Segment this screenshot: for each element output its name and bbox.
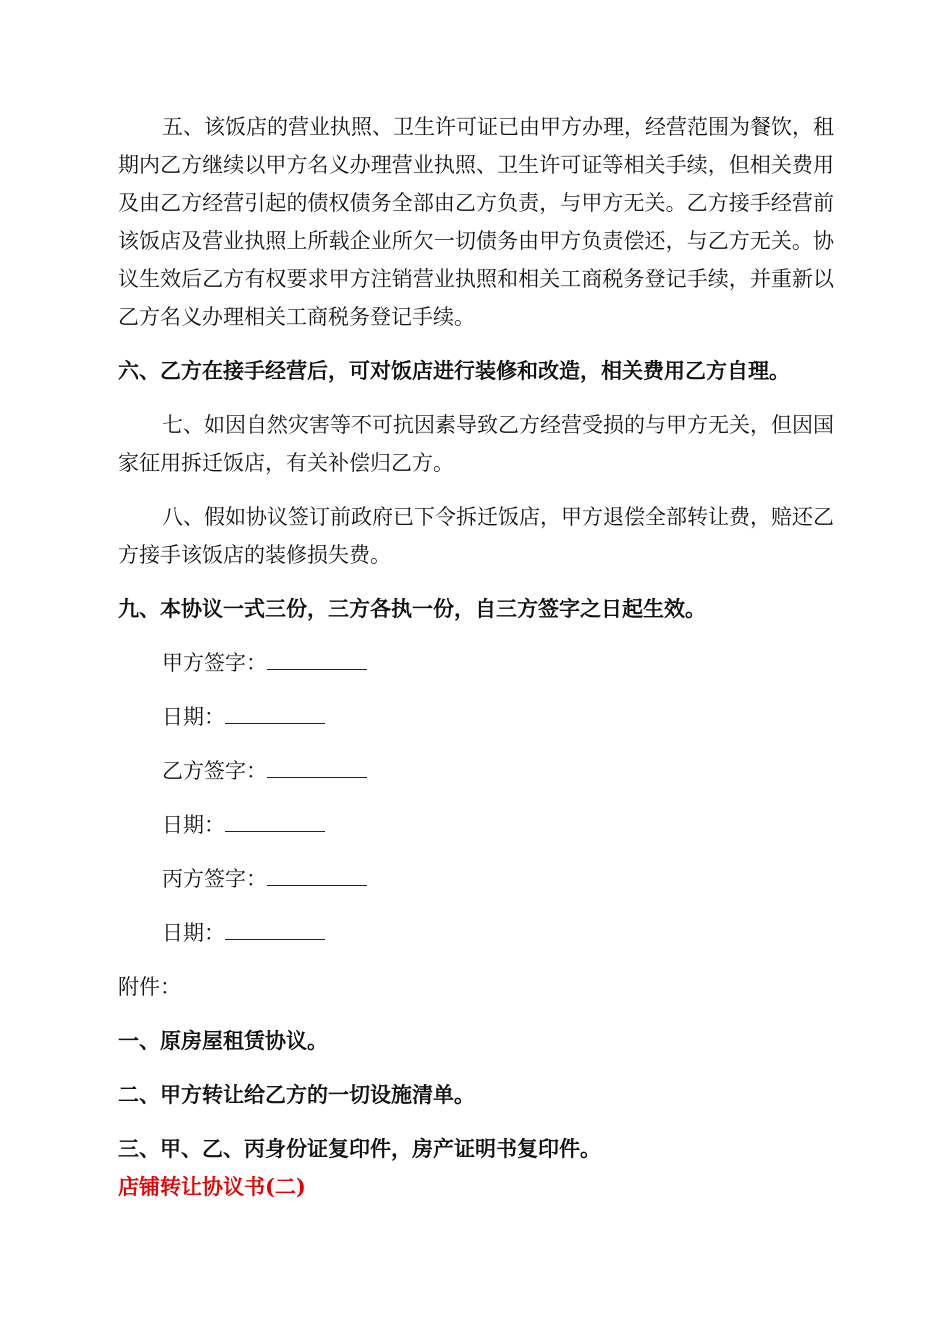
signature-line[interactable] xyxy=(267,753,367,778)
date-line[interactable] xyxy=(225,807,325,832)
clause-5: 五、该饭店的营业执照、卫生许可证已由甲方办理，经营范围为餐饮，租期内乙方继续以甲方名义办理营业执照、卫生许可证等相关手续，但相关费用及由乙方经营引起的债权债务全部由乙方负责，与甲方无关。乙方接手经营前该饭店及营业执照上所载企业所欠一切债务由甲方负责偿还，与乙方无关。协议生效后乙方有权要求甲方注销营业执照和相关工商税务登记手续，并重新以乙方名义办理相关工商税务登记手续。 xyxy=(118,115,834,329)
signature-party-a xyxy=(118,644,834,682)
signature-party-c xyxy=(118,860,834,898)
date-party-c xyxy=(118,914,834,952)
date-label: 日期： xyxy=(162,813,225,837)
signature-label: 丙方签字： xyxy=(162,867,267,891)
date-label: 日期： xyxy=(162,921,225,945)
clause-8: 八、假如协议签订前政府已下令拆迁饭店，甲方退偿全部转让费，赔还乙方接手该饭店的装修损失费。 xyxy=(118,505,834,567)
date-line[interactable] xyxy=(225,915,325,940)
clause-9: 九、本协议一式三份，三方各执一份，自三方签字之日起生效。 xyxy=(118,596,706,621)
signature-label: 甲方签字： xyxy=(162,651,267,675)
date-line[interactable] xyxy=(225,699,325,724)
date-party-b xyxy=(118,806,834,844)
signature-block xyxy=(118,644,834,952)
attachment-item: 三、甲、乙、丙身份证复印件，房产证明书复印件。 xyxy=(118,1136,601,1161)
attachments-label: 附件： xyxy=(118,975,181,999)
date-party-a xyxy=(118,698,834,736)
attachment-item: 一、原房屋租赁协议。 xyxy=(118,1028,328,1053)
date-label: 日期： xyxy=(162,705,225,729)
clause-7: 七、如因自然灾害等不可抗因素导致乙方经营受损的与甲方无关，但因国家征用拆迁饭店，有关补偿归乙方。 xyxy=(118,413,834,475)
signature-party-b xyxy=(118,752,834,790)
section-heading: 店铺转让协议书(二) xyxy=(118,1174,306,1199)
attachment-item: 二、甲方转让给乙方的一切设施清单。 xyxy=(118,1082,475,1107)
signature-line[interactable] xyxy=(267,861,367,886)
clause-6: 六、乙方在接手经营后，可对饭店进行装修和改造，相关费用乙方自理。 xyxy=(118,358,790,383)
signature-label: 乙方签字： xyxy=(162,759,267,783)
document-page xyxy=(118,108,834,1206)
signature-line[interactable] xyxy=(267,645,367,670)
